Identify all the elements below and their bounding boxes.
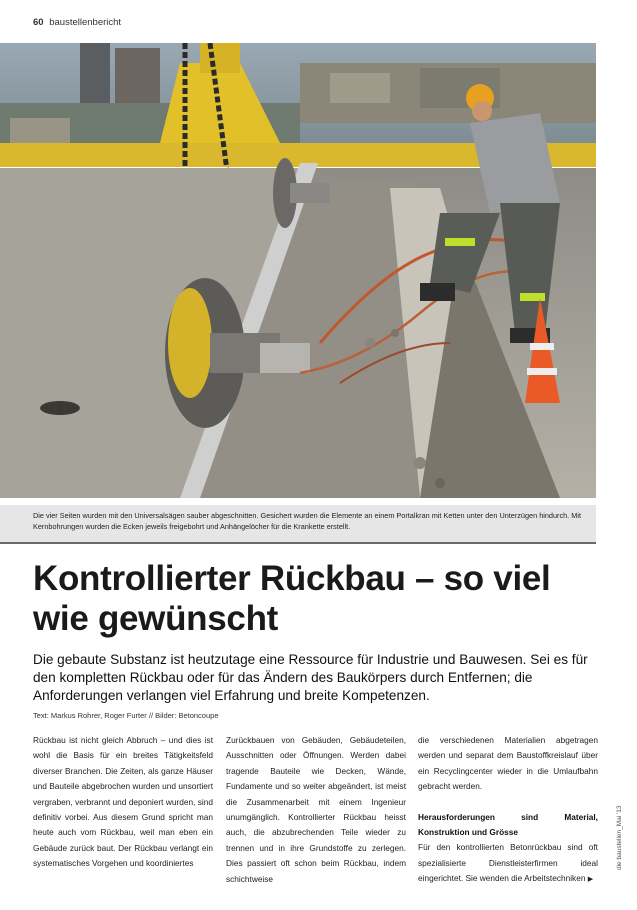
text-column-2 (226, 733, 406, 887)
article-credits: Text: Markus Rohrer, Roger Furter // Bilder: Betoncoupe (33, 711, 219, 720)
page-number: 60 (33, 17, 44, 28)
page-header (33, 17, 121, 28)
article-lead: Die gebaute Substanz ist heutzutage eine Ressource für Industrie und Bauwesen. Sei es für den kompletten Rückbau oder für das Ändern des Baukörpers durch Entfernen; die Anforderungen verlangen viel Erfahrung und breite Kompetenzen. (33, 652, 588, 703)
continue-arrow-icon: ▶ (587, 876, 594, 884)
article-headline: Kontrollierter Rückbau – so viel wie gewünscht (33, 559, 551, 638)
column-3-text: die verschiedenen Materialien abgetragen werden und separat dem Baustoffkreislauf über ein Recyclingcenter wieder in die Umlaufbahn gebracht werden. (418, 735, 598, 792)
section-name: baustellenbericht (49, 17, 122, 28)
text-column-3 (418, 733, 598, 888)
photo-illustration (0, 43, 596, 498)
column-3-subhead: Herausforderungen sind Material, Konstruktion und Grösse (418, 811, 598, 838)
caption-text: Die vier Seiten wurden mit den Universalsägen sauber abgeschnitten. Gesichert wurden die Elemente an einem Portalkran mit Ketten unter den Unterzügen hindurch. Mit Kernbohrungen wurden die Ecken jeweils freigebohrt und Anhängelöcher für die Krankette erstellt. (33, 511, 581, 531)
construction-site-photo (0, 43, 596, 498)
photo-caption (0, 505, 596, 544)
column-3-text-continued (418, 840, 598, 887)
column-3-text-2: Für den kontrollierten Betonrückbau sind oft spezialisierte Dienstleisterfirmen ideal eingerichtet. Sie wenden die Arbeitstechniken (418, 842, 598, 884)
column-1-text: Rückbau ist nicht gleich Abbruch – und dies ist wohl die Basis für ein breites Tätigkeitsfeld diverser Branchen. Die Zeiten, als ganze Häuser und Bauteile abgebrochen wurden und unsortiert vergraben, verbrannt und deponiert wurden, sind definitiv vorbei. Aus diesem Grund spricht man heute auch vom Rückbau, weil man eben ein Gebäude zurück baut. Der Rückbau verlangt ein systematisches Vorgehen und koordiniertes (33, 735, 213, 869)
text-column-1 (33, 733, 213, 872)
column-2-text: Zurückbauen von Gebäuden, Gebäudeteilen, Ausschnitten oder Öffnungen. Werden dabei tragende Bauteile wie Decken, Wände, Fundamente und so weiter abgeändert, ist meist die Zusammenarbeit mit einem Ingenieur unumgänglich. Kontrollierter Rückbau heisst auch, die abzubrechenden Teile wieder zu trennen und in ihre Grundstoffe zu zerlegen. Dies passiert oft schon beim Rückbau, indem schichtweise (226, 735, 406, 884)
issue-sidebar-label: die baustellen_Mai '13 (616, 805, 623, 870)
